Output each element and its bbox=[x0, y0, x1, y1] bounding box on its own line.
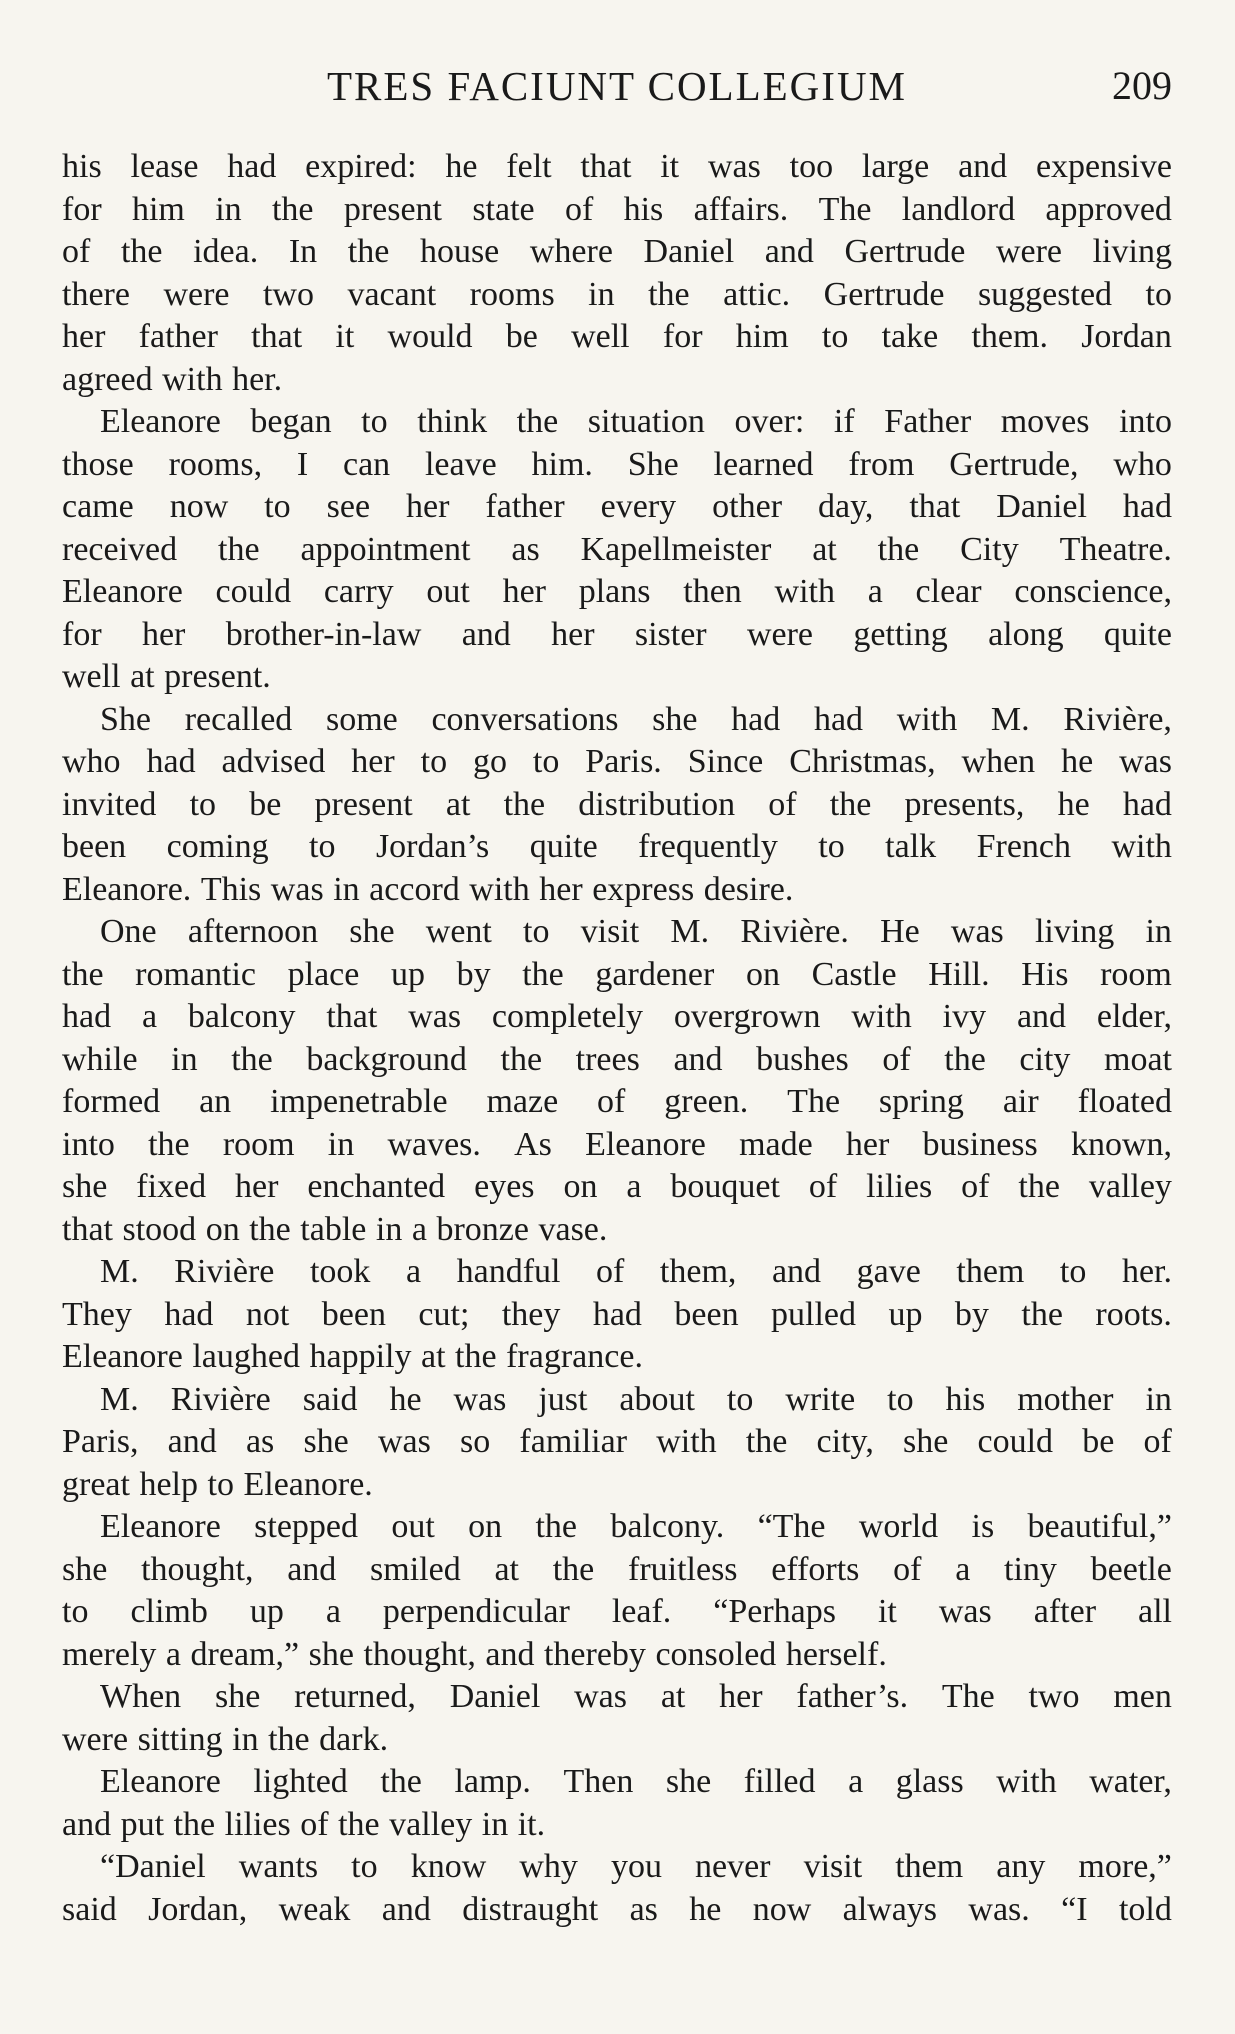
text-line: agreed with her. bbox=[62, 360, 283, 398]
text-line: there were two vacant rooms in the attic. Gertrude suggested to bbox=[62, 275, 1172, 313]
text-line: been coming to Jordan’s quite frequently to talk French with bbox=[62, 828, 1172, 865]
text-line: Eleanore began to think the situation over: if Father moves into bbox=[100, 403, 1172, 440]
text-line: into the room in waves. As Eleanore made her business known, bbox=[62, 1125, 1172, 1163]
text-line: those rooms, I can leave him. She learned from Gertrude, who bbox=[62, 445, 1172, 483]
text-line: his lease had expired: he felt that it was too large and expensive bbox=[62, 148, 1172, 185]
text-line: while in the background the trees and bushes of the city moat bbox=[62, 1040, 1172, 1078]
text-line: came now to see her father every other day, that Daniel had bbox=[62, 488, 1172, 525]
text-line: merely a dream,” she thought, and thereby consoled herself. bbox=[62, 1635, 887, 1673]
text-line: had a balcony that was completely overgrown with ivy and elder, bbox=[62, 998, 1172, 1035]
text-line: She recalled some conversations she had had with M. Rivière, bbox=[100, 700, 1172, 738]
text-line: Eleanore stepped out on the balcony. “The world is beautiful,” bbox=[100, 1508, 1172, 1545]
text-line: One afternoon she went to visit M. Rivière. He was living in bbox=[100, 913, 1172, 950]
text-line: Paris, and as she was so familiar with the city, she could be of bbox=[62, 1423, 1172, 1460]
running-title: TRES FACIUNT COLLEGIUM bbox=[326, 63, 908, 109]
page-number: 209 bbox=[1112, 63, 1172, 108]
text-line: for him in the present state of his affairs. The landlord approved bbox=[62, 190, 1172, 228]
text-line: and put the lilies of the valley in it. bbox=[62, 1805, 546, 1843]
text-line: formed an impenetrable maze of green. The spring air floated bbox=[62, 1083, 1172, 1120]
text-line: They had not been cut; they had been pulled up by the roots. bbox=[62, 1295, 1172, 1333]
text-line: Eleanore. This was in accord with her express desire. bbox=[62, 870, 794, 908]
text-line: invited to be present at the distribution of the presents, he had bbox=[62, 785, 1172, 823]
text-line: for her brother-in-law and her sister were getting along quite bbox=[62, 615, 1172, 653]
text-line: said Jordan, weak and distraught as he now always was. “I told bbox=[62, 1890, 1172, 1928]
text-line: “Daniel wants to know why you never visit them any more,” bbox=[100, 1848, 1172, 1885]
page-header bbox=[62, 62, 1172, 122]
text-line: who had advised her to go to Paris. Since Christmas, when he was bbox=[62, 743, 1172, 780]
text-line: she thought, and smiled at the fruitless efforts of a tiny beetle bbox=[62, 1550, 1172, 1588]
text-line: received the appointment as Kapellmeister at the City Theatre. bbox=[62, 530, 1172, 568]
text-line: M. Rivière said he was just about to write to his mother in bbox=[100, 1380, 1172, 1418]
text-line: Eleanore laughed happily at the fragrance. bbox=[62, 1338, 643, 1375]
text-line: she fixed her enchanted eyes on a bouquet of lilies of the valley bbox=[62, 1168, 1172, 1205]
text-line: her father that it would be well for him to take them. Jordan bbox=[62, 318, 1172, 355]
text-line: well at present. bbox=[62, 658, 271, 695]
body-text bbox=[62, 146, 1172, 1931]
text-line: Eleanore could carry out her plans then with a clear conscience, bbox=[62, 573, 1172, 610]
text-line: of the idea. In the house where Daniel and Gertrude were living bbox=[62, 233, 1172, 270]
text-line: were sitting in the dark. bbox=[62, 1720, 389, 1758]
text-line: When she returned, Daniel was at her father’s. The two men bbox=[100, 1678, 1172, 1715]
text-line: the romantic place up by the gardener on Castle Hill. His room bbox=[62, 955, 1172, 993]
text-line: that stood on the table in a bronze vase. bbox=[62, 1210, 608, 1248]
text-line: M. Rivière took a handful of them, and gave them to her. bbox=[100, 1253, 1172, 1290]
text-line: Eleanore lighted the lamp. Then she filled a glass with water, bbox=[100, 1763, 1172, 1800]
text-line: to climb up a perpendicular leaf. “Perhaps it was after all bbox=[62, 1593, 1172, 1630]
text-line: great help to Eleanore. bbox=[62, 1465, 373, 1503]
